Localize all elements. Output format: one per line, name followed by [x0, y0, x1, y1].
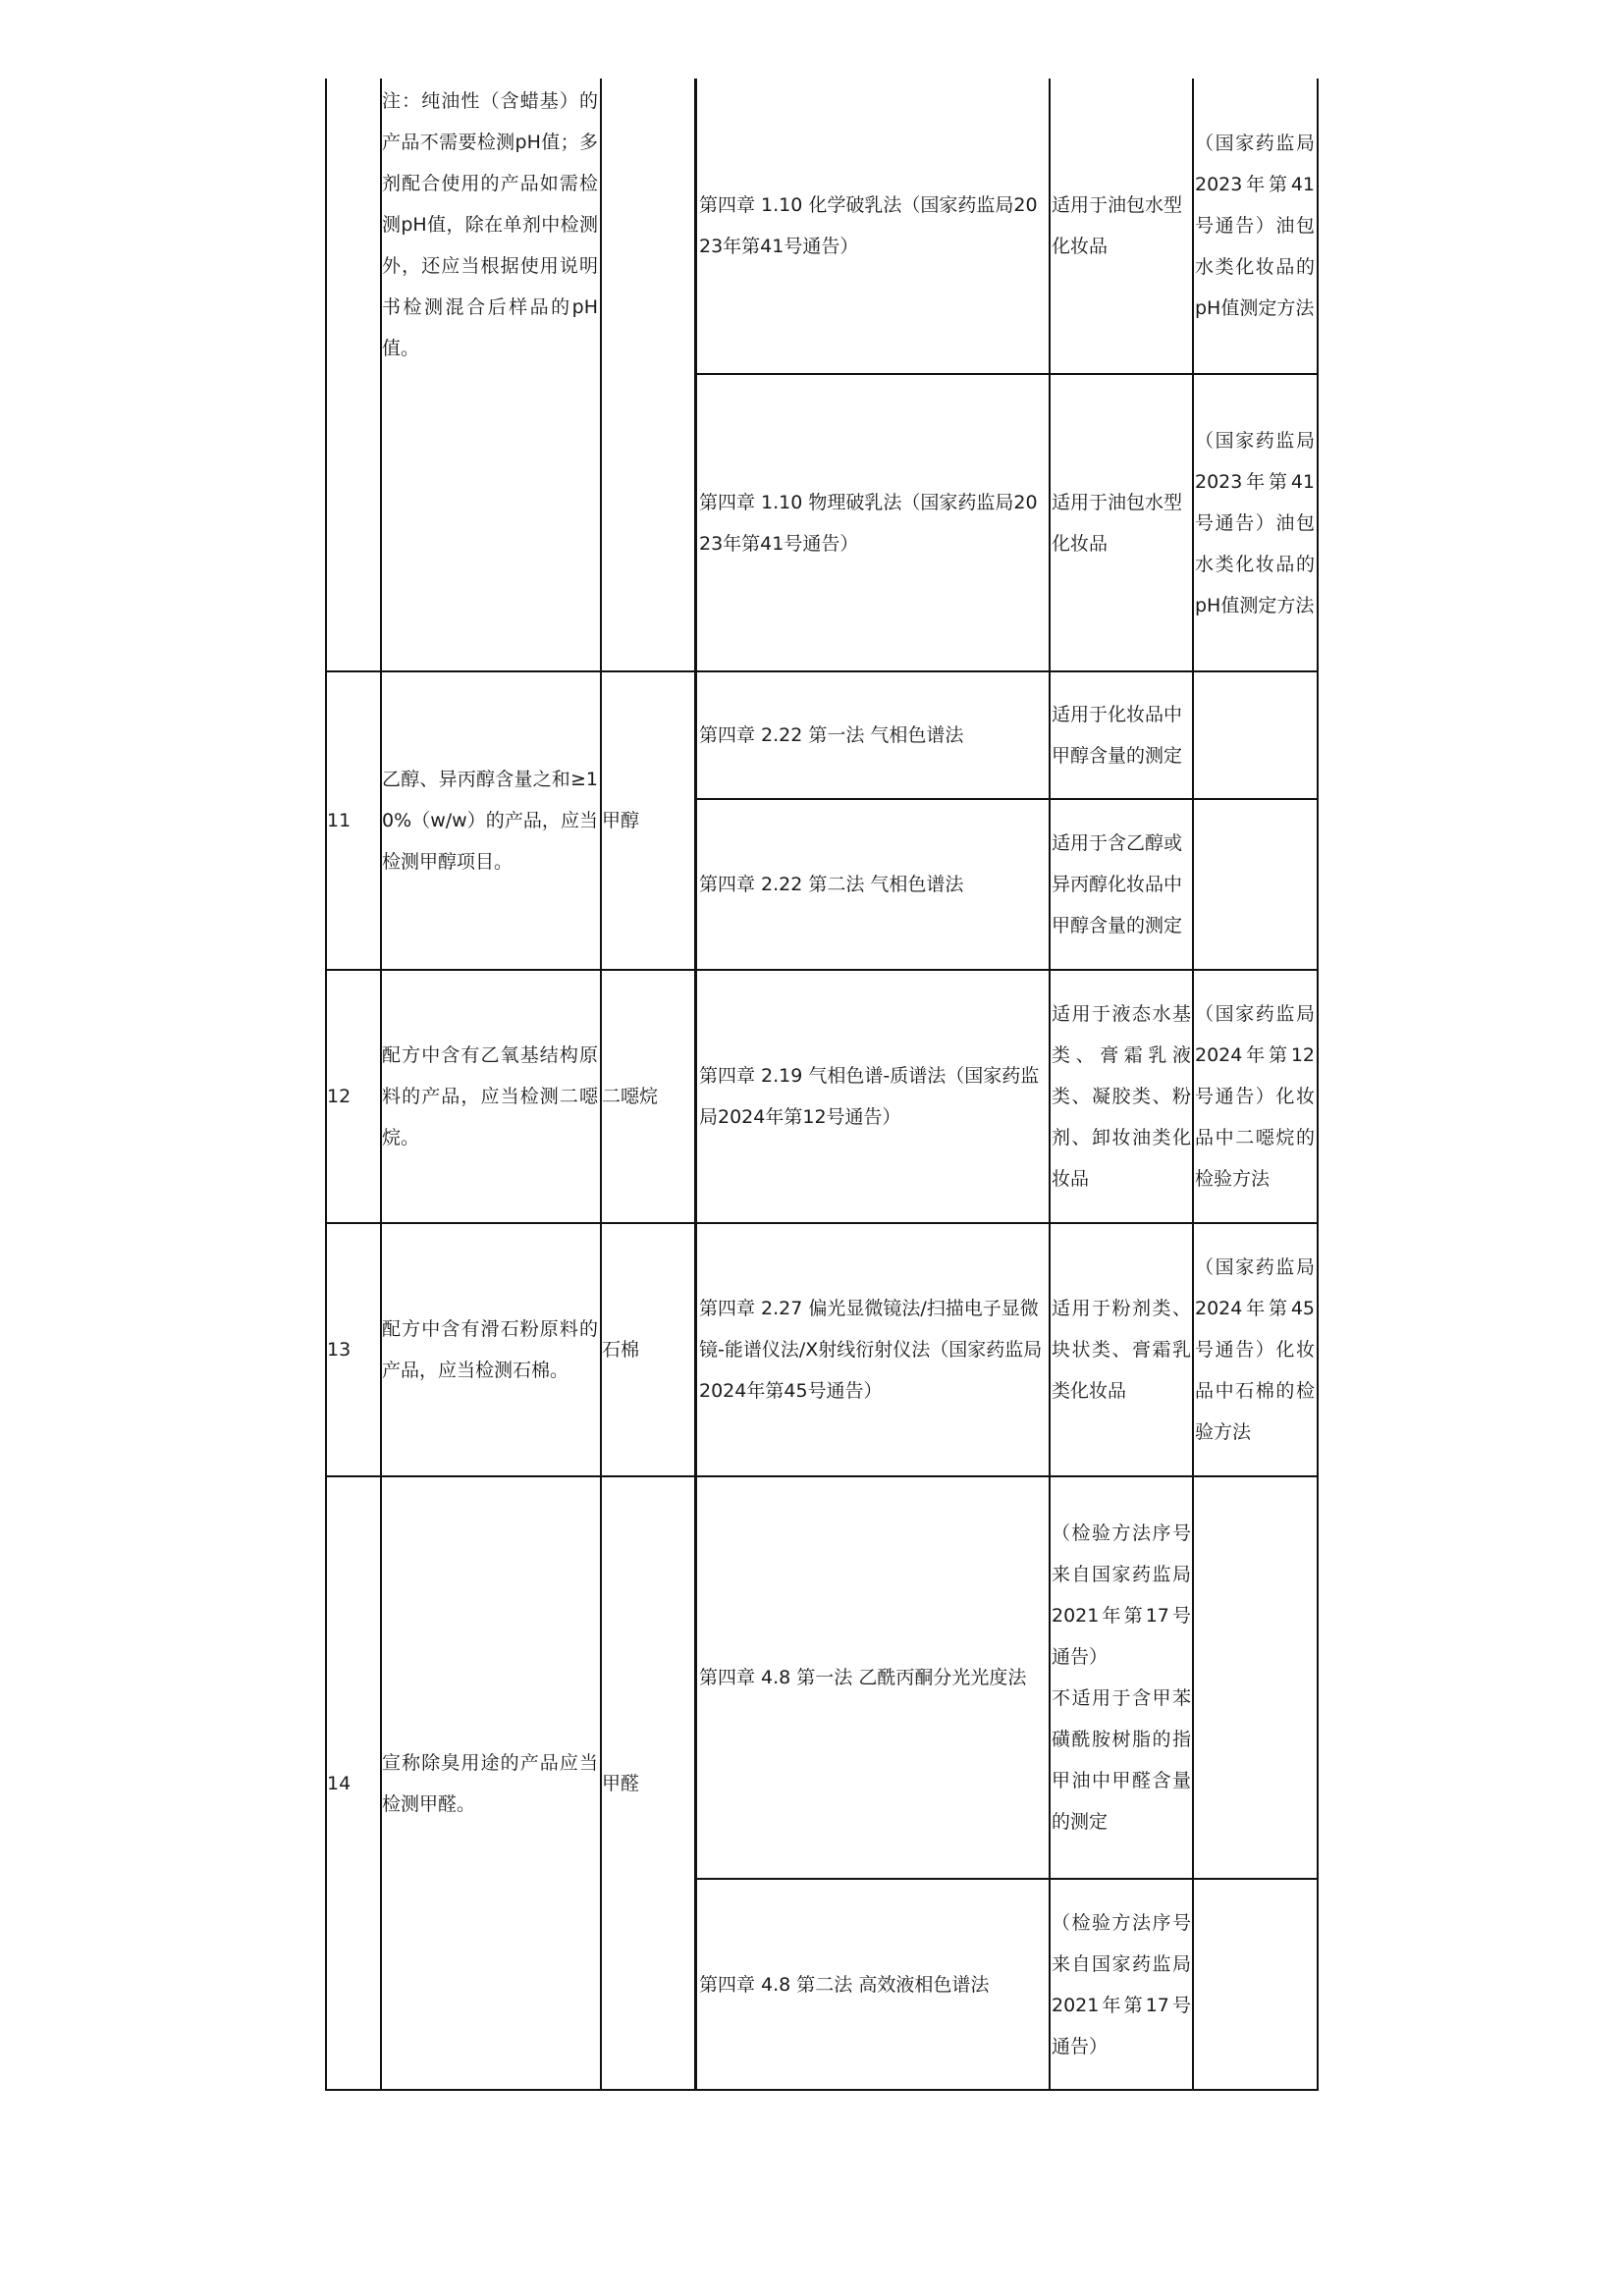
method-cell: 第四章 4.8 第二法 高效液相色谱法 — [699, 1973, 990, 1996]
note-cell: （国家药监局2023年第41号通告）油包水类化妆品的pH值测定方法 — [1195, 133, 1315, 319]
method-cell: 第四章 2.22 第一法 气相色谱法 — [699, 724, 964, 746]
table-border-right — [1317, 79, 1319, 2091]
row-number-cell: 12 — [327, 1086, 352, 1107]
scope-cell: 适用于化妆品中甲醇含量的测定 — [1052, 704, 1183, 767]
table-border-bottom — [325, 2089, 1319, 2091]
requirement-cell: 乙醇、异丙醇含量之和≥10%（w/w）的产品，应当检测甲醇项目。 — [382, 769, 598, 873]
note-cell: （国家药监局2024年第45号通告）化妆品中石棉的检验方法 — [1195, 1256, 1315, 1443]
requirement-cell: 注：纯油性（含蜡基）的产品不需要检测pH值；多剂配合使用的产品如需检测pH值，除在单剂中检测外，还应当根据使用说明书检测混合后样品的pH值。 — [382, 90, 598, 359]
inspection-methods-table — [325, 79, 1319, 2091]
scope-cell: （检验方法序号来自国家药监局2021年第17号通告） — [1052, 1911, 1191, 2057]
requirement-cell: 宣称除臭用途的产品应当检测甲醛。 — [382, 1751, 598, 1815]
scope-cell: （检验方法序号来自国家药监局2021年第17号通告） 不适用于含甲苯磺酰胺树脂的指甲油中甲醛含量的测定 — [1052, 1522, 1191, 1833]
requirement-cell: 配方中含有乙氧基结构原料的产品，应当检测二噁烷。 — [382, 1044, 598, 1148]
item-cell: 石棉 — [602, 1339, 640, 1361]
scope-cell: 适用于油包水型化妆品 — [1052, 491, 1183, 555]
row-number-cell: 11 — [327, 810, 352, 831]
row-number-cell: 13 — [327, 1339, 352, 1361]
column-divider — [696, 79, 697, 2091]
method-cell: 第四章 2.27 偏光显微镜法/扫描电子显微镜-能谱仪法/X射线衍射仪法（国家药监局2024年第45号通告） — [699, 1298, 1043, 1402]
item-cell: 甲醇 — [602, 810, 640, 831]
column-divider — [1192, 79, 1194, 2091]
item-cell: 甲醛 — [602, 1772, 640, 1794]
method-cell: 第四章 1.10 物理破乳法（国家药监局2023年第41号通告） — [699, 491, 1038, 555]
method-cell: 第四章 2.19 气相色谱-质谱法（国家药监局2024年第12号通告） — [699, 1065, 1040, 1128]
method-cell: 第四章 1.10 化学破乳法（国家药监局2023年第41号通告） — [699, 194, 1038, 257]
note-cell: （国家药监局2023年第41号通告）油包水类化妆品的pH值测定方法 — [1195, 429, 1315, 616]
method-cell: 第四章 4.8 第一法 乙酰丙酮分光光度法 — [699, 1667, 1027, 1688]
scope-cell: 适用于液态水基类、膏霜乳液类、凝胶类、粉剂、卸妆油类化妆品 — [1052, 1003, 1191, 1190]
row-number-cell: 14 — [327, 1772, 352, 1794]
requirement-cell: 配方中含有滑石粉原料的产品，应当检测石棉。 — [382, 1318, 598, 1381]
item-cell: 二噁烷 — [602, 1086, 659, 1107]
scope-cell: 适用于油包水型化妆品 — [1052, 194, 1183, 257]
method-cell: 第四章 2.22 第二法 气相色谱法 — [699, 874, 964, 895]
scope-cell: 适用于含乙醇或异丙醇化妆品中甲醇含量的测定 — [1052, 832, 1183, 936]
note-cell: （国家药监局2024年第12号通告）化妆品中二噁烷的检验方法 — [1195, 1003, 1315, 1190]
column-divider — [1049, 79, 1051, 2091]
scope-cell: 适用于粉剂类、块状类、膏霜乳类化妆品 — [1052, 1298, 1191, 1402]
